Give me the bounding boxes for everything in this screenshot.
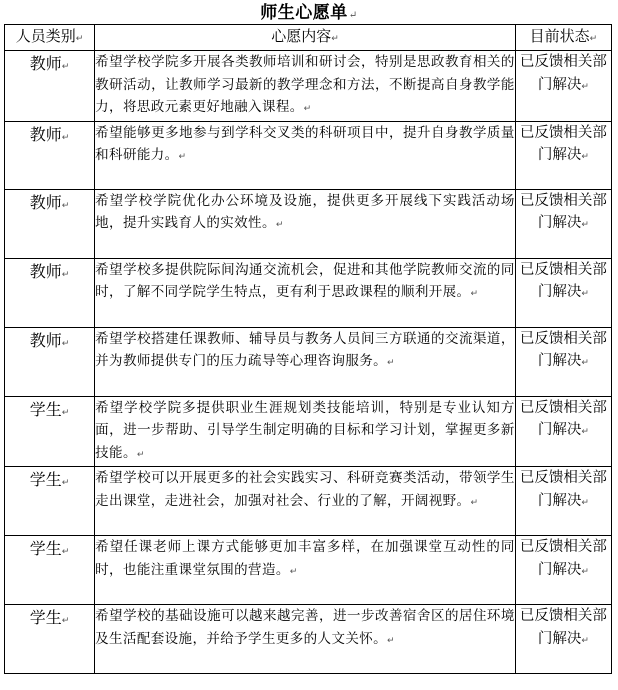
cell-content: 希望学校学院多开展各类教师培训和研讨会，特别是思政教育相关的教研活动，让教师学习最新的教学理念和方法，不断提高自身教学能力，将思政元素更好地融入课程。↵ [95,51,516,122]
header-role: 人员类别↵ [5,25,95,51]
cell-content: 希望学校搭建任课教师、辅导员与教务人员间三方联通的交流渠道，并为教师提供专门的压力疏导等心理咨询服务。↵ [95,327,516,396]
cell-role: 教师↵ [5,51,95,122]
table-row [5,467,612,536]
cell-status: 已反馈相关部门解决↵ [515,258,611,327]
cell-content: 希望学校学院优化办公环境及设施，提供更多开展线下实践活动场地，提升实践育人的实效性。↵ [95,189,516,258]
cell-role: 教师↵ [5,258,95,327]
cell-role: 学生↵ [5,396,95,467]
cell-status: 已反馈相关部门解决↵ [515,189,611,258]
document-title: 师生心愿单 [260,3,348,23]
table-row [5,258,612,327]
table-row [5,327,612,396]
cell-status: 已反馈相关部门解决↵ [515,121,611,189]
cell-status: 已反馈相关部门解决↵ [515,467,611,536]
cell-status: 已反馈相关部门解决↵ [515,396,611,467]
cell-content: 希望学校可以开展更多的社会实践实习、科研竞赛类活动，带领学生走出课堂，走进社会，加强对社会、行业的了解，开阔视野。↵ [95,467,516,536]
cell-content: 希望任课老师上课方式能够更加丰富多样，在加强课堂互动性的同时，也能注重课堂氛围的营造。↵ [95,536,516,605]
cell-status: 已反馈相关部门解决↵ [515,51,611,122]
cell-role: 学生↵ [5,605,95,674]
table-row [5,536,612,605]
paragraph-mark-icon: ↵ [348,10,358,21]
cell-mark-icon: ↵ [331,34,339,44]
table-header-row [5,25,612,51]
cell-content: 希望能够更多地参与到学科交叉类的科研项目中，提升自身教学质量和科研能力。↵ [95,121,516,189]
document-title-line [0,0,618,24]
cell-status: 已反馈相关部门解决↵ [515,605,611,674]
cell-mark-icon: ↵ [589,34,598,44]
table-row [5,605,612,674]
cell-role: 教师↵ [5,121,95,189]
table-row [5,121,612,189]
cell-mark-icon: ↵ [75,34,84,44]
header-status: 目前状态↵ [515,25,611,51]
cell-role: 教师↵ [5,327,95,396]
cell-role: 学生↵ [5,536,95,605]
table-row [5,51,612,122]
wish-table [4,24,612,674]
cell-status: 已反馈相关部门解决↵ [515,536,611,605]
table-row [5,396,612,467]
header-content: 心愿内容↵ [95,25,516,51]
table-row [5,189,612,258]
cell-content: 希望学校的基础设施可以越来越完善，进一步改善宿舍区的居住环境及生活配套设施，并给予学生更多的人文关怀。↵ [95,605,516,674]
cell-role: 学生↵ [5,467,95,536]
cell-status: 已反馈相关部门解决↵ [515,327,611,396]
cell-content: 希望学校学院多提供职业生涯规划类技能培训，特别是专业认知方面，进一步帮助、引导学生制定明确的目标和学习计划，掌握更多新技能。↵ [95,396,516,467]
cell-role: 教师↵ [5,189,95,258]
cell-content: 希望学校多提供院际间沟通交流机会，促进和其他学院教师交流的同时，了解不同学院学生特点，更有利于思政课程的顺利开展。↵ [95,258,516,327]
